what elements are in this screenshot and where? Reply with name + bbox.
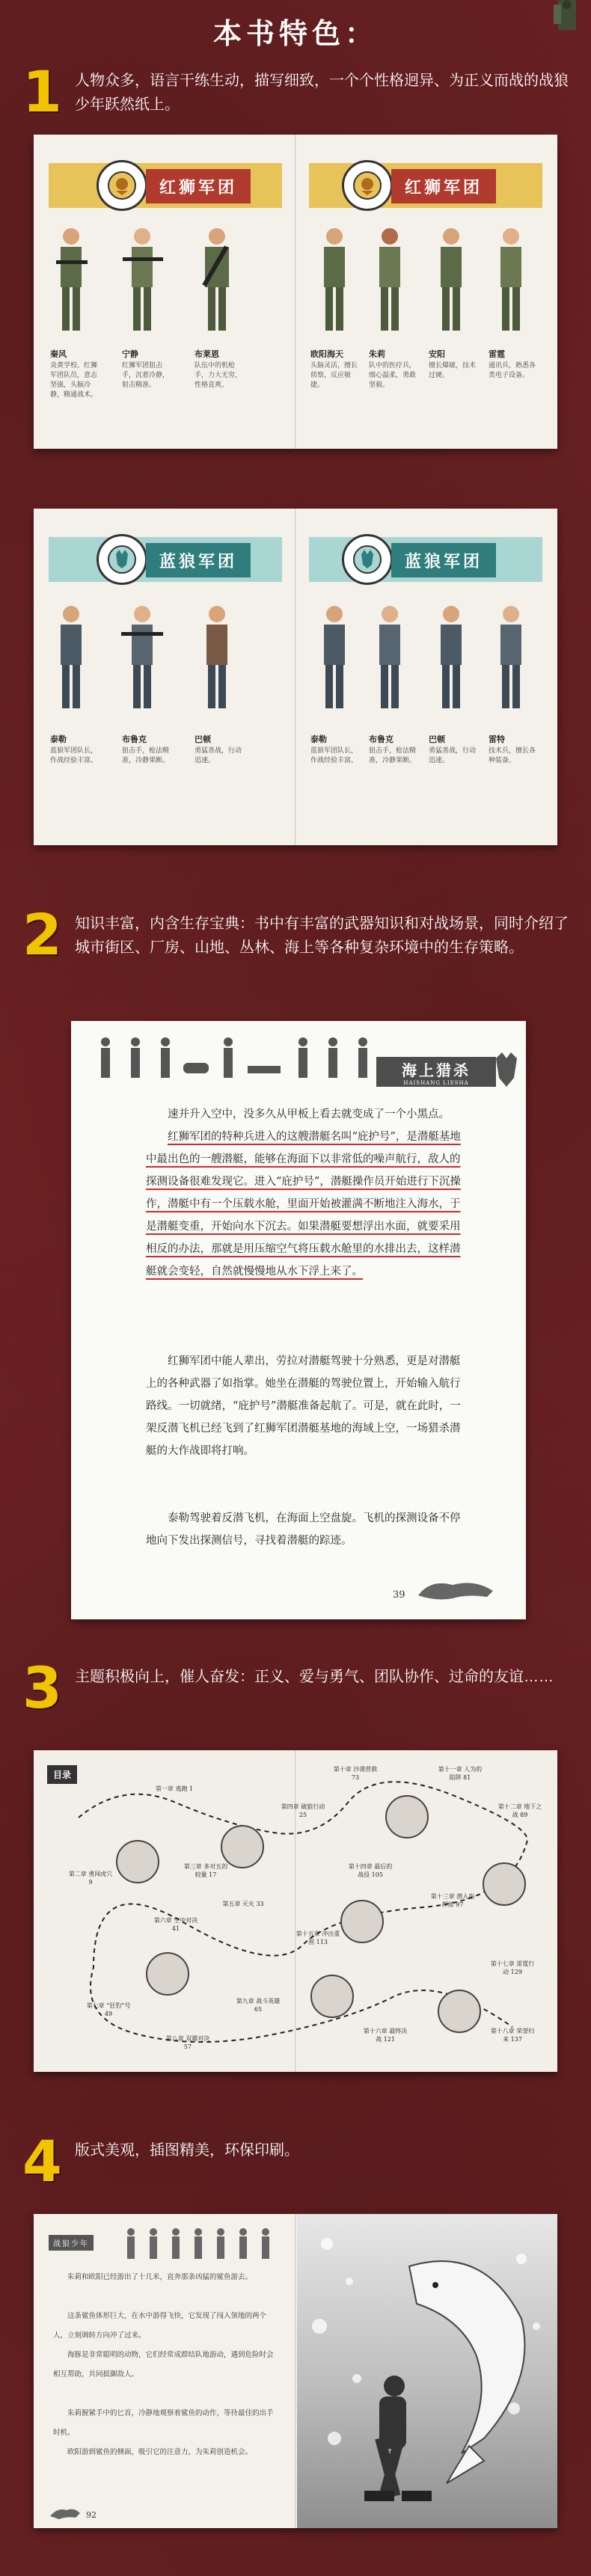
soldier-figure bbox=[429, 224, 474, 337]
wolf-emblem-icon bbox=[493, 1051, 520, 1088]
character-name: 安阳 bbox=[429, 349, 445, 359]
character-desc: 队伍中的机枪手，力大无穷，性格直爽。 bbox=[195, 362, 242, 389]
chapter-label: 第二章 勇闯虎穴 9 bbox=[68, 1871, 113, 1886]
toc-label: 目录 bbox=[47, 1765, 77, 1784]
page-number: 92 bbox=[86, 2510, 97, 2520]
chapter-node bbox=[438, 1990, 481, 2033]
series-tag: 战狼少年 bbox=[49, 2235, 94, 2251]
soldier-figure bbox=[195, 598, 239, 718]
chapter-label: 第十二章 地下之战 89 bbox=[497, 1803, 542, 1818]
character-desc: 队中的医疗兵，细心温柔，勇敢坚毅。 bbox=[369, 362, 417, 389]
paragraph: 速并升入空中，没多久从甲板上看去就变成了一个小黑点。 bbox=[168, 1108, 450, 1120]
feature-number: 1 bbox=[22, 58, 62, 125]
soldier-figure bbox=[120, 224, 165, 337]
chapter-subtitle: HAISHANG LIESHA bbox=[403, 1079, 469, 1086]
character-desc: 勇猛善战，行动迅速。 bbox=[429, 747, 477, 764]
soldier-figure bbox=[429, 598, 474, 718]
toc-map bbox=[34, 1750, 557, 2072]
chapter-label: 第一章 逃跑 1 bbox=[155, 1785, 194, 1792]
sample-spread-illustration bbox=[34, 2214, 557, 2528]
feature-number: 4 bbox=[22, 2128, 62, 2195]
chapter-label: 第十章 沙漠营救 73 bbox=[333, 1766, 378, 1781]
red-army-spread bbox=[34, 135, 557, 449]
chapter-label: 第五章 灭火 33 bbox=[222, 1901, 264, 1907]
soldier-figure bbox=[49, 224, 94, 337]
chapter-label: 第九章 战斗英雄 65 bbox=[236, 1998, 281, 2013]
character-name: 泰勒 bbox=[50, 735, 67, 744]
character-desc: 勇猛善战，行动迅速。 bbox=[195, 747, 242, 764]
blue-army-banner-right: 蓝狼军团 bbox=[391, 543, 496, 577]
character-name: 宁静 bbox=[122, 349, 138, 359]
paragraph: 海豚是非常聪明的动物，它们经常成群结队地游动，遇到危险时会相互帮助，共同抵御敌人。 bbox=[53, 2351, 274, 2379]
soldier-figure bbox=[489, 224, 533, 337]
lion-emblem-icon bbox=[342, 160, 393, 211]
chapter-label: 第八章 双雄对决 57 bbox=[165, 2035, 210, 2050]
wolf-emblem-icon bbox=[342, 534, 393, 585]
chapter-label: 第十四章 最后的战役 105 bbox=[348, 1863, 393, 1878]
feature-3 bbox=[22, 1655, 576, 1721]
paragraph: 这条鲨鱼体形巨大，在水中游得飞快，它发现了闯入领地的两个人，立刻调转方向冲了过来。 bbox=[53, 2312, 267, 2340]
character-name: 欧阳海天 bbox=[310, 349, 343, 359]
soldier-silhouettes-icon bbox=[123, 2224, 281, 2262]
tiger-icon bbox=[415, 1574, 497, 1604]
chapter-node bbox=[385, 1795, 429, 1839]
character-name: 秦风 bbox=[50, 349, 67, 359]
character-name: 泰勒 bbox=[310, 735, 327, 744]
soldier-figure bbox=[367, 224, 412, 337]
soldier-figure bbox=[312, 598, 357, 718]
paragraph: 朱莉握紧手中的匕首，冷静地观察着鲨鱼的动作，等待最佳的出手时机。 bbox=[53, 2409, 274, 2437]
chapter-title-box bbox=[376, 1057, 496, 1087]
highlighted-text: 红狮军团的特种兵进入的这艘潜艇名叫“庇护号”，是潜艇基地中最出色的一艘潜艇，能够在海面下以非常低的噪声航行，敌人的探测设备很难发现它。进入“庇护号”，潜艇操作员开始进行下沉操作，潜艇中有一个压载水舱，里面开始被灌满不断地注入海水，于是潜艇变重，开始向水下沉去。如果潜艇要想浮出水面，就要采用相反的办法，那就是用压缩空气将压载水舱里的水排出去，这样潜艇就会变轻，自然就慢慢地从水下浮上来了。 bbox=[146, 1131, 461, 1278]
character-desc: 蓝狼军团队长，作战经验丰富。 bbox=[50, 747, 98, 764]
feature-number: 3 bbox=[22, 1655, 62, 1721]
character-desc: 技术兵，擅长各种装备。 bbox=[489, 747, 536, 764]
blue-army-banner: 蓝狼军团 bbox=[146, 543, 251, 577]
sample-page-haishang bbox=[71, 1021, 526, 1619]
soldier-silhouettes-icon bbox=[94, 1031, 408, 1084]
character-name: 雷特 bbox=[489, 735, 505, 744]
character-name: 布莱恩 bbox=[195, 349, 219, 359]
character-name: 雷霆 bbox=[489, 349, 505, 359]
feature-text: 知识丰富，内含生存宝典：书中有丰富的武器知识和对战场景，同时介绍了城市街区、厂房、山地、丛林、海上等各种复杂环境中的生存策略。 bbox=[75, 916, 569, 956]
soldier-figure bbox=[195, 224, 239, 337]
character-name: 布鲁克 bbox=[122, 735, 147, 744]
feature-text: 人物众多，语言干练生动，描写细致，一个个性格迥异、为正义而战的战狼少年跃然纸上。 bbox=[75, 73, 569, 113]
feature-1 bbox=[22, 58, 576, 125]
red-army-banner: 红狮军团 bbox=[146, 169, 251, 203]
page-number: 39 bbox=[393, 1589, 405, 1601]
character-name: 布鲁克 bbox=[369, 735, 394, 744]
page-title: 本书特色： bbox=[212, 19, 378, 50]
feature-number: 2 bbox=[22, 901, 62, 968]
red-army-banner-right: 红狮军团 bbox=[391, 169, 496, 203]
chapter-label: 第十五章 冲出重围 113 bbox=[296, 1931, 340, 1945]
chapter-title: 海上猎杀 bbox=[402, 1061, 471, 1079]
character-desc: 炎黄学校、红狮军团队员，意志坚强，头脑冷静，精通战术。 bbox=[50, 362, 98, 399]
chapter-node bbox=[483, 1862, 526, 1906]
soldier-figure bbox=[367, 598, 412, 718]
chapter-node bbox=[340, 1900, 384, 1943]
underwater-illustration bbox=[297, 2214, 557, 2528]
chapter-label: 第十八章 荣誉归来 137 bbox=[490, 2028, 535, 2043]
character-desc: 狙击手，枪法精准，冷静果断。 bbox=[122, 747, 170, 764]
chapter-label: 第十三章 潜入指挥部 97 bbox=[430, 1893, 475, 1908]
chapter-node bbox=[310, 1975, 354, 2018]
chapter-label: 第十六章 最终决战 121 bbox=[363, 2028, 408, 2043]
soldier-figure bbox=[312, 224, 357, 337]
feature-text: 版式美观，插图精美，环保印刷。 bbox=[75, 2142, 299, 2159]
soldier-figure bbox=[49, 598, 94, 718]
soldier-figure bbox=[489, 598, 533, 718]
character-desc: 蓝狼军团队长，作战经验丰富。 bbox=[310, 747, 358, 764]
chapter-node bbox=[146, 1952, 189, 1996]
character-desc: 头脑灵活，擅长侦察，反应敏捷。 bbox=[310, 362, 358, 389]
feature-text: 主题积极向上，催人奋发：正义、爱与勇气、团队协作、过命的友谊…… bbox=[75, 1669, 554, 1685]
paragraph: 泰勒驾驶着反潜飞机，在海面上空盘旋。飞机的探测设备不停地向下发出探测信号，寻找着潜艇的踪迹。 bbox=[146, 1512, 461, 1547]
tiger-icon bbox=[49, 2504, 82, 2522]
chapter-label: 第四章 破狼行动 25 bbox=[281, 1803, 325, 1818]
chapter-label: 第六章 空中对决 41 bbox=[153, 1917, 198, 1932]
character-name: 巴顿 bbox=[195, 735, 211, 744]
chapter-label: 第七章 “狂豹”号 49 bbox=[86, 2002, 131, 2017]
paragraph: 红狮军团中能人辈出，劳拉对潜艇驾驶十分熟悉，更是对潜艇上的各种武器了如指掌。她坐在潜艇的驾驶位置上，开始输入航行路线。一切就绪，“庇护号”潜艇准备起航了。可是，就在此时，一架反潜飞机已经飞到了红狮军团潜艇基地的海域上空，一场猎杀潜艇的大作战即将打响。 bbox=[146, 1355, 461, 1457]
character-desc: 红狮军团狙击手，沉着冷静，射击精准。 bbox=[122, 362, 170, 389]
wolf-emblem-icon bbox=[97, 534, 147, 585]
character-desc: 通讯兵，熟悉各类电子设备。 bbox=[489, 362, 536, 379]
feature-2 bbox=[22, 901, 576, 968]
chapter-label: 第三章 多对五的较量 17 bbox=[183, 1863, 228, 1878]
blue-army-spread bbox=[34, 509, 557, 845]
route-path bbox=[34, 1750, 557, 2072]
character-name: 朱莉 bbox=[369, 349, 385, 359]
chapter-label: 第十一章 人为的陷阱 81 bbox=[438, 1766, 483, 1781]
feature-4 bbox=[22, 2128, 576, 2195]
character-desc: 擅长爆破，技术过硬。 bbox=[429, 362, 477, 379]
chapter-label: 第十七章 雷霆行动 129 bbox=[490, 1960, 535, 1975]
lion-emblem-icon bbox=[97, 160, 147, 211]
soldier-figure bbox=[120, 598, 165, 718]
paragraph: 朱莉和欧阳已经游出了十几米，直奔那条凶猛的鲨鱼游去。 bbox=[67, 2273, 253, 2281]
character-name: 巴顿 bbox=[429, 735, 445, 744]
paragraph: 欧阳游到鲨鱼的侧面，吸引它的注意力，为朱莉创造机会。 bbox=[67, 2448, 253, 2456]
dolphin-diver-illustration bbox=[297, 2214, 557, 2528]
character-desc: 狙击手，枪法精准，冷静果断。 bbox=[369, 747, 417, 764]
chapter-node bbox=[116, 1840, 159, 1883]
paragraph-highlighted bbox=[146, 1126, 466, 1283]
